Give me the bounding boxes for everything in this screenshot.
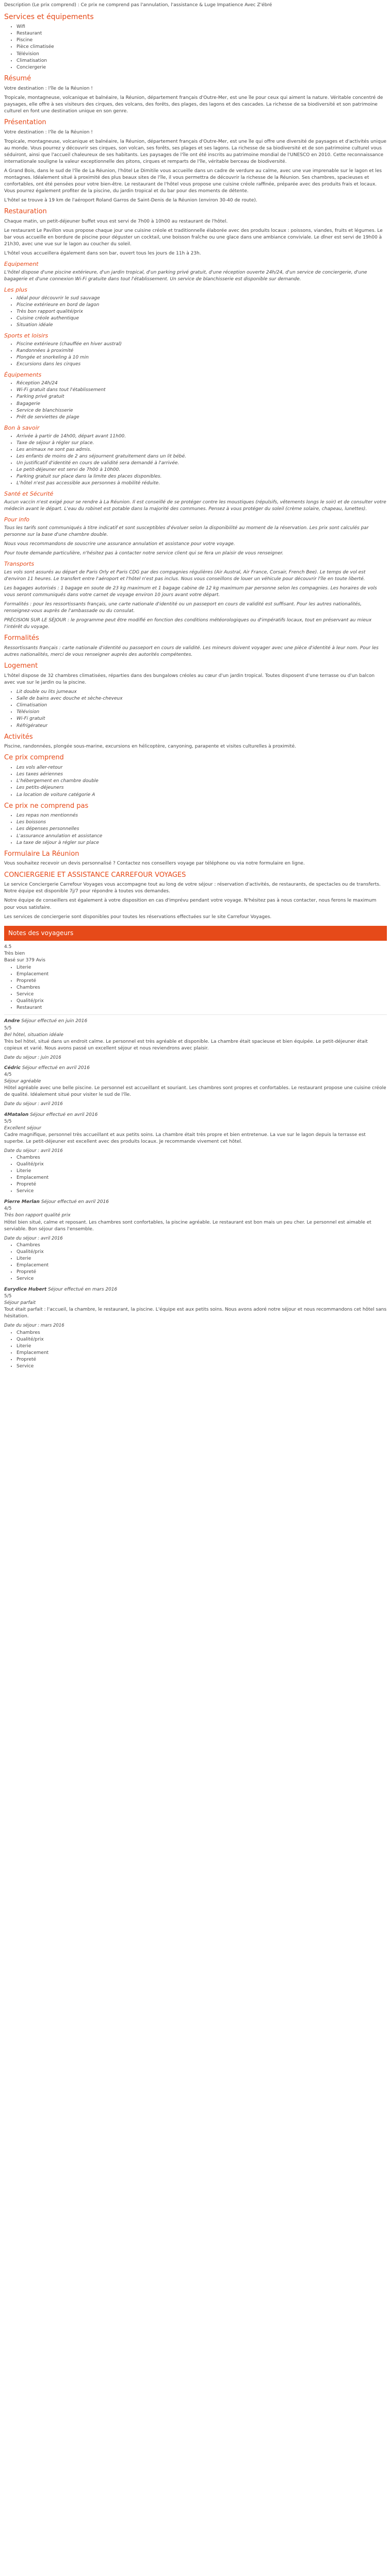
bon-savoir-list — [4, 433, 387, 487]
list-item: • Propreté — [17, 1269, 387, 1276]
list-item: • L'hébergement en chambre double — [17, 778, 387, 785]
list-item: • Literie — [17, 964, 387, 971]
list-item: • Piscine — [17, 37, 387, 44]
list-item: • Les enfants de moins de 2 ans séjournent gratuitement dans un lit bébé. — [17, 453, 387, 460]
resume-subtitle: Votre destination : l'île de la Réunion ! — [4, 86, 93, 91]
list-item: • Les petits-déjeuners — [17, 785, 387, 791]
review-date: Séjour effectué en juin 2016 — [21, 1019, 88, 1024]
review-detail: Date du séjour : avril 2016 — [4, 1101, 63, 1107]
formalites-text: Ressortissants français : carte nationale d'identité ou passeport en cours de validité. Les mineurs doivent voyager avec une pièce d'identité à leur nom. Pour les autres nationalités, merci de vous renseigner auprès des autorités compétentes. — [4, 646, 379, 658]
overall-rating — [4, 944, 387, 1011]
list-item: • La location de voiture catégorie A — [17, 792, 387, 799]
list-item: • Excursions dans les cirques — [17, 361, 387, 368]
review-criteria-list — [4, 1155, 387, 1195]
logement-text: L'hôtel dispose de 32 chambres climatisées, réparties dans des bungalows créoles au cœur d'un jardin tropical. Toutes disposent d'une terrasse ou d'un balcon avec vue sur le jardin ou la piscine. — [4, 673, 375, 686]
list-item: • Qualité/prix — [17, 1161, 387, 1168]
equipement-subtitle: Equipement — [4, 261, 39, 268]
overall-score: 4.5 — [4, 944, 12, 950]
pour-info-paragraph: Nous vous recommandons de souscrire une assurance annulation et assistance pour votre voyage. — [4, 541, 235, 547]
bon-savoir-title: Bon à savoir — [4, 424, 40, 431]
review-title: Bel hôtel, situation idéale — [4, 1032, 63, 1038]
resume-text: Tropicale, montagneuse, volcanique et balnéaire, la Réunion, département français d'Outre-Mer, est une île pour ceux qui aiment la nature. Véritable concentré de paysages, elle offre à ses visiteurs des cirques, des volcans, des forêts, des plages, des lagons et des cascades. La richesse de sa biodiversité et son patrimoine culturel en font une destination unique en son genre. — [4, 95, 383, 114]
prix-comprend-title: Ce prix comprend — [4, 754, 64, 762]
overall-based: Basé sur 379 Avis — [4, 958, 45, 963]
list-item: • Service — [17, 991, 387, 998]
review-item — [4, 1112, 387, 1195]
list-item: • Service de blanchisserie — [17, 408, 387, 414]
form-contact-text: Vous souhaitez recevoir un devis personnalisé ? Contactez nos conseillers voyage par téléphone ou via notre formulaire en ligne. — [4, 861, 305, 867]
sante-title: Santé et Sécurité — [4, 490, 54, 497]
review-text: Très bel hôtel, situé dans un endroit calme. Le personnel est très agréable et disponible. La chambre était spacieuse et bien équipée. Le petit-déjeuner était copieux et varié. Nous avons passé un excellent séjour et nous reviendrons avec plaisir. — [4, 1039, 368, 1051]
list-item: • Réception 24h/24 — [17, 380, 387, 387]
list-item: • Les boissons — [17, 819, 387, 826]
list-item: • Taxe de séjour à régler sur place. — [17, 440, 387, 447]
pour-info-paragraph: Pour toute demande particulière, n'hésitez pas à contacter notre service client qui se fera un plaisir de vous renseigner. — [4, 551, 284, 556]
list-item: • Piscine extérieure en bord de lagon — [17, 302, 387, 309]
review-text: Tout était parfait : l'accueil, la chambre, le restaurant, la piscine. L'équipe est aux petits soins. Nous avons adoré notre séjour et nous recommandons cet hôtel sans hésitation. — [4, 1307, 387, 1319]
prix-ne-comprend-list — [4, 812, 387, 846]
list-item: • Les repas non mentionnés — [17, 812, 387, 819]
list-item: • Emplacement — [17, 1350, 387, 1357]
presentation-subtitle: Votre destination : l'île de la Réunion ! — [4, 129, 93, 135]
list-item: • Les taxes aériennes — [17, 771, 387, 778]
equipement-text: L'hôtel dispose d'une piscine extérieure, d'un jardin tropical, d'un parking privé gratuit, d'une réception ouverte 24h/24, d'un service de conciergerie, d'une bagagerie et d'une connexion Wi-Fi gratuite dans tout l'établissement. Un service de blanchisserie est disponible sur demande. — [4, 270, 367, 282]
list-item: • Très bon rapport qualité/prix — [17, 309, 387, 315]
list-item: • Wifi — [17, 24, 387, 30]
list-item: • Réfrigérateur — [17, 723, 387, 730]
review-item — [4, 1018, 387, 1061]
list-item: • Pièce climatisée — [17, 44, 387, 50]
logement-title: Logement — [4, 662, 38, 670]
presentation-title: Présentation — [4, 118, 46, 126]
sante-text: Aucun vaccin n'est exigé pour se rendre à La Réunion. Il est conseillé de se protéger contre les moustiques (répulsifs, vêtements longs le soir) et de consulter votre médecin avant le départ. L'eau du robinet est potable dans la majorité des communes. Pensez à vous protéger du soleil (crème solaire, chapeau, lunettes). — [4, 499, 386, 512]
conciergerie-paragraph: Le service Conciergerie Carrefour Voyages vous accompagne tout au long de votre séjour : réservation d'activités, de restaurants, de spectacles ou de transferts. Notre équipe est disponible 7j/7 pour répondre à toutes vos demandes. — [4, 882, 381, 894]
logement-list — [4, 689, 387, 729]
review-item — [4, 1286, 387, 1370]
review-author: Eurydice Hubert — [4, 1287, 47, 1293]
sports-title: Sports et loisirs — [4, 332, 48, 340]
list-item: • Propreté — [17, 1357, 387, 1363]
reviews-banner: Notes des voyageurs — [4, 926, 387, 941]
review-score: 4/5 — [4, 1206, 12, 1212]
review-criteria-list — [4, 1330, 387, 1370]
review-score: 5/5 — [4, 1294, 12, 1299]
review-text: Cadre magnifique, personnel très accueillant et aux petits soins. La chambre était très propre et bien entretenue. La vue sur le lagon depuis la terrasse est superbe. Le petit-déjeuner est excellent avec des produits locaux. Je recommande vivement cet hôtel. — [4, 1132, 366, 1144]
transports-paragraph: PRÉCISION SUR LE SÉJOUR : le programme peut être modifié en fonction des conditions météorologiques ou d'impératifs locaux, tout en préservant au mieux l'intérêt du voyage. — [4, 618, 372, 630]
list-item: • Prêt de serviettes de plage — [17, 414, 387, 421]
restauration-paragraph: Le restaurant Le Pavillon vous propose chaque jour une cuisine créole et traditionnelle élaborée avec des produits locaux : poissons, viandes, fruits et légumes. Le bar vous accueille en bordure de piscine pour déguster un cocktail, une boisson fraîche ou une glace dans une ambiance conviviale. Le dîner est servi de 19h00 à 21h30, avec une vue sur le lagon au coucher du soleil. — [4, 228, 383, 247]
review-item — [4, 1199, 387, 1282]
sports-list — [4, 341, 387, 368]
list-item: • Literie — [17, 1168, 387, 1175]
list-item: • Parking privé gratuit — [17, 394, 387, 400]
pour-info-paragraph: Tous les tarifs sont communiqués à titre indicatif et sont susceptibles d'évoluer selon la disponibilité au moment de la réservation. Les prix sont calculés par personne sur la base d'une chambre double. — [4, 525, 369, 537]
list-item: • L'hôtel n'est pas accessible aux personnes à mobilité réduite. — [17, 480, 387, 487]
review-title: Séjour agréable — [4, 1079, 41, 1084]
activites-title: Activités — [4, 733, 33, 741]
restauration-title: Restauration — [4, 208, 47, 216]
list-item: • Qualité/prix — [17, 998, 387, 1005]
list-item: • Chambres — [17, 1330, 387, 1336]
review-detail: Date du séjour : mars 2016 — [4, 1323, 64, 1329]
list-item: • Parking gratuit sur place dans la limite des places disponibles. — [17, 473, 387, 480]
list-item: • Arrivée à partir de 14h00, départ avant 11h00. — [17, 433, 387, 440]
review-score: 4/5 — [4, 1072, 12, 1078]
restauration-paragraph: Chaque matin, un petit-déjeuner buffet vous est servi de 7h00 à 10h00 au restaurant de l'hôtel. — [4, 218, 228, 224]
list-item: • Emplacement — [17, 1175, 387, 1181]
list-item: • Idéal pour découvrir le sud sauvage — [17, 295, 387, 302]
list-item: • Emplacement — [17, 1262, 387, 1269]
services-title: Services et équipements — [4, 13, 94, 22]
prix-ne-comprend-title: Ce prix ne comprend pas — [4, 802, 89, 810]
review-score: 5/5 — [4, 1025, 12, 1031]
conciergerie-title: CONCIERGERIE ET ASSISTANCE CARREFOUR VOYAGES — [4, 871, 186, 879]
list-item: • Climatisation — [17, 58, 387, 64]
list-item: • Climatisation — [17, 702, 387, 709]
list-item: • Service — [17, 1188, 387, 1195]
review-detail: Date du séjour : avril 2016 — [4, 1148, 63, 1154]
list-item: • Qualité/prix — [17, 1336, 387, 1343]
list-item: • Télévision — [17, 51, 387, 58]
list-item: • Conciergerie — [17, 64, 387, 71]
list-item: • Chambres — [17, 1155, 387, 1161]
list-item: • L'assurance annulation et assistance — [17, 833, 387, 840]
presentation-paragraph: A Grand Bois, dans le sud de l'île de La Réunion, l'hôtel Le Dimitile vous accueille dans un cadre de verdure au calme, avec une vue imprenable sur le lagon et les montagnes. Idéalement situé à proximité des plus beaux sites de l'île, il vous permettra de découvrir la richesse de la Réunion. Ses chambres, spacieuses et confortables, ont été pensées pour votre bien-être. Le restaurant de l'hôtel vous propose une cuisine créole raffinée, préparée avec des produits frais et locaux. Vous pourrez également profiter de la piscine, du jardin tropical et du bar pour des moments de détente. — [4, 168, 382, 194]
list-item: • Situation idéale — [17, 322, 387, 329]
equipements-title: Équipements — [4, 371, 42, 379]
review-date: Séjour effectué en avril 2016 — [41, 1199, 109, 1205]
restauration-paragraph: L'hôtel vous accueillera également dans son bar, ouvert tous les jours de 11h à 23h. — [4, 251, 201, 257]
review-title: Très bon rapport qualité prix — [4, 1213, 71, 1218]
transports-paragraph: Les vols sont assurés au départ de Paris Orly et Paris CDG par des compagnies régulières (Air Austral, Air France, Corsair, French Bee). Le temps de vol est d'environ 11 heures. Le transfert entre l'aéroport et l'hôtel n'est pas inclus. Nous vous conseillons de louer un véhicule pour découvrir l'île en toute liberté. — [4, 570, 366, 582]
les-plus-list — [4, 295, 387, 329]
list-item: • Cuisine créole authentique — [17, 315, 387, 322]
review-detail: Date du séjour : avril 2016 — [4, 1235, 63, 1241]
review-text: Hôtel bien situé, calme et reposant. Les chambres sont confortables, la piscine agréable. Le restaurant est bon mais un peu cher. Le personnel est aimable et serviable. Bon séjour dans l'ensemble. — [4, 1219, 371, 1232]
list-item: • Service — [17, 1363, 387, 1370]
review-title: Séjour parfait — [4, 1300, 36, 1306]
resume-title: Résumé — [4, 74, 31, 82]
list-item: • Salle de bains avec douche et sèche-cheveux — [17, 696, 387, 702]
list-item: • Restaurant — [17, 30, 387, 37]
review-date: Séjour effectué en mars 2016 — [48, 1287, 118, 1293]
pour-info-title: Pour info — [4, 516, 29, 523]
review-text: Hôtel agréable avec une belle piscine. Le personnel est accueillant et souriant. Les chambres sont propres et confortables. Le restaurant propose une cuisine créole de qualité. Idéalement situé pour visiter le sud de l'île. — [4, 1086, 386, 1098]
review-author: Andre — [4, 1019, 20, 1024]
list-item: • Les animaux ne sont pas admis. — [17, 447, 387, 453]
list-item: • Plongée et snorkeling à 10 min — [17, 354, 387, 361]
prix-comprend-list — [4, 765, 387, 798]
les-plus-title: Les plus — [4, 286, 27, 294]
review-date: Séjour effectué en avril 2016 — [30, 1112, 98, 1117]
conciergerie-paragraph: Les services de conciergerie sont disponibles pour toutes les réservations effectuées sur le site Carrefour Voyages. — [4, 914, 272, 920]
review-item — [4, 1065, 387, 1108]
list-item: • Télévision — [17, 709, 387, 716]
activites-text: Piscine, randonnées, plongée sous-marine, excursions en hélicoptère, canyoning, parapente et visites culturelles à proximité. — [4, 744, 296, 750]
list-item: • Emplacement — [17, 971, 387, 978]
list-item: • Literie — [17, 1256, 387, 1262]
list-item: • Randonnées à proximité — [17, 348, 387, 354]
presentation-paragraph: Tropicale, montagneuse, volcanique et balnéaire, la Réunion, département français d'Outre-Mer, est une île qui offre une diversité de paysages et d'activités unique au monde. Vous pourrez y découvrir ses cirques, son volcan, ses forêts, ses plages et ses lagons. La richesse de sa biodiversité et de son patrimoine culturel vous séduiront, ainsi que l'accueil chaleureux de ses habitants. Les paysages de l'île ont été inscrits au patrimoine mondial de l'UNESCO en 2010. Cette reconnaissance internationale souligne la valeur exceptionnelle des pitons, cirques et remparts de l'île, véritable berceau de biodiversité. — [4, 139, 387, 164]
list-item: • Les dépenses personnelles — [17, 826, 387, 833]
form-contact-title: Formulaire La Réunion — [4, 850, 79, 858]
transports-paragraph: Les bagages autorisés : 1 bagage en soute de 23 kg maximum et 1 bagage cabine de 12 kg maximum par personne selon les compagnies. Les horaires de vols vous seront communiqués dans votre carnet de voyage environ 10 jours avant votre départ. — [4, 586, 377, 598]
list-item: • Piscine extérieure (chauffée en hiver austral) — [17, 341, 387, 348]
list-item: • Restaurant — [17, 1005, 387, 1011]
presentation-paragraph: L'hôtel se trouve à 19 km de l'aéroport Roland Garros de Saint-Denis de la Réunion (environ 30-40 de route). — [4, 197, 257, 203]
review-detail: Date du séjour : juin 2016 — [4, 1055, 61, 1060]
conciergerie-paragraph: Notre équipe de conseillers est également à votre disposition en cas d'imprévu pendant votre voyage. N'hésitez pas à nous contacter, nous ferons le maximum pour vous satisfaire. — [4, 898, 377, 910]
overall-label: Très bien — [4, 951, 25, 957]
list-item: • La taxe de séjour à régler sur place — [17, 840, 387, 846]
list-item: • Les vols aller-retour — [17, 765, 387, 771]
list-item: • Propreté — [17, 978, 387, 985]
review-author: Pierre Merlan — [4, 1199, 40, 1205]
review-author: 4Matalon — [4, 1112, 29, 1117]
transports-paragraph: Formalités : pour les ressortissants français, une carte nationale d'identité ou un passeport en cours de validité est suffisant. Pour les autres nationalités, renseignez-vous auprès de l'ambassade ou du consulat. — [4, 602, 362, 614]
services-list — [4, 24, 387, 71]
formalites-title: Formalités — [4, 634, 39, 642]
list-item: • Literie — [17, 1343, 387, 1350]
list-item: • Qualité/prix — [17, 1249, 387, 1256]
equipements-list — [4, 380, 387, 420]
list-item: • Wi-Fi gratuit — [17, 716, 387, 722]
list-item: • Lit double ou lits jumeaux — [17, 689, 387, 696]
review-author: Cédric — [4, 1065, 21, 1071]
list-item: • Bagagerie — [17, 401, 387, 408]
list-item: • Chambres — [17, 985, 387, 991]
list-item: • Le petit-déjeuner est servi de 7h00 à 10h00. — [17, 467, 387, 473]
transports-title: Transports — [4, 561, 35, 568]
review-date: Séjour effectué en avril 2016 — [22, 1065, 90, 1071]
review-criteria-list — [4, 1242, 387, 1282]
list-item: • Propreté — [17, 1181, 387, 1188]
list-item: • Un justificatif d'identité en cours de validité sera demandé à l'arrivée. — [17, 460, 387, 467]
list-item: • Wi-Fi gratuit dans tout l'établissement — [17, 387, 387, 394]
page-description: Description (Le prix comprend) : Ce prix ne comprend pas l'annulation, l'assistance & Luge Impatience Avec Z'ébré — [4, 3, 272, 8]
list-item: • Chambres — [17, 1242, 387, 1249]
review-score: 5/5 — [4, 1118, 12, 1124]
review-title: Excellent séjour — [4, 1125, 41, 1131]
list-item: • Service — [17, 1276, 387, 1282]
overall-criteria-list — [4, 964, 387, 1011]
